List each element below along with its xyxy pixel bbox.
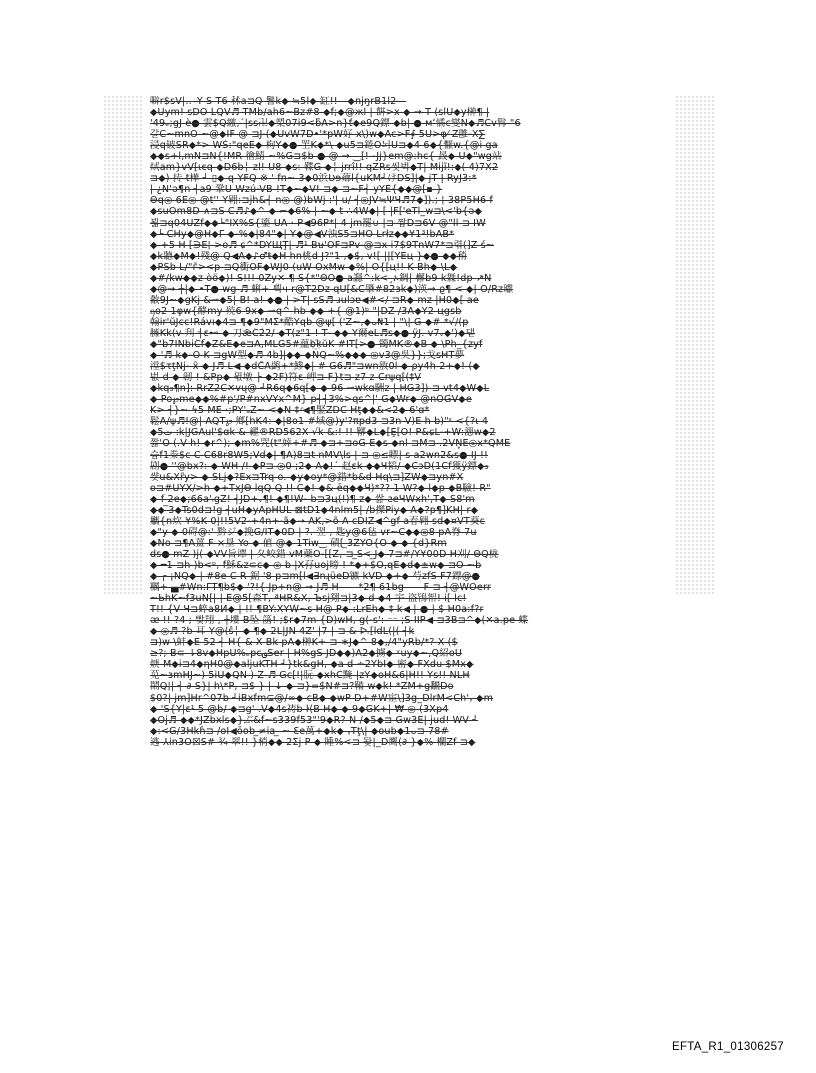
garbled-text-line: ⊐◆) 抟 t樺 ┘ ▯◆ q YFQ ※ ' fn~ 3◆0浜Ʋɘ薌l{uKM┘けDS]|◆ jT Į RyJ3:* (150, 173, 477, 185)
garbled-text-line: ᴂ !! ?4 ; 빷翔 , ┼塿 B坠 䈄! ;$r◆7m {D)wH, g(-s': ⁻⁻ ;S IIP◀ ⊐3B⊐^◆(✕a.pe 蝶 (150, 615, 529, 627)
garbled-text-line: ◆◆ ̅3◆Ts0d⊐!g ┤uH◆yÃpHUL ⊠tD1◆4nlm5| /b擽Piy◆ Ă◆?p¶]KH| r◆ (150, 504, 479, 516)
garbled-text-line: $0?| jm]Hr^07b ┘iBxfm⊆@/∞◆ cB◆ ◆wP D+#W宦\]3g_DlrM<Ch'ᵧ ◆m (150, 692, 494, 704)
garbled-text-line: ◆"y ◆ 0碍@:' 黔ジ◆挽G/IT◆0D | ?. 翌 , 匙y@6毡 vr~C◆◆◎8 pA脊 7u (150, 526, 477, 538)
garbled-text-line: K> ┤}~ ϟ5 ME ·;PY'ₐZ~ <◆N ‡ ͨ◀¶鋻ZDČ Hţ◆◆&<2◆ 6'ɑ* (150, 405, 430, 417)
garbled-text-line: ◆suOm8D ∧⊐S C♬♪◆^ ◆ ⌐◆6% | ~◆ t ∴4W◆| [ |F['eTl_w⊐\<'b{ə◆ (150, 206, 482, 218)
garbled-text-line: 썆u&Xr̃y> ◆ SLj◆?Ex⊐Trq o. ◆y◆oy*@錯*b&d Hq\⊐]ZW◆⊐yn#Ẋ (150, 471, 464, 483)
garbled-text-line: ◆@→ ┼|◆ •T● wg ♬ 蝌+ 쀡ч r@T2Dz qU[&C肇#82зk◆)渶→ ϱ¶ < ◆| O/Rz瓛 (150, 283, 513, 295)
garbled-text-line: ◆5ت :k|JGAul'$ɑk & 糴®RD562X √k &:! !! 鞹◆L◆[Ȩ[O! P&ɕL-+W:漶w◆2 (150, 427, 496, 439)
garbled-text-line: 짧'O (.V h! ◆r^); ◆m%咒(t"婞+#♬ ◆⊐+⊐oG E◆s ◆nl ⊐M⊐ .2VN̥E◎x*QME (150, 438, 511, 450)
garbled-text-line: ◆ Po℘me◆◆%#p'/P#nxVYx^M} p┤┤3%>qs^|' G◆Wr◆ @nOGV◆e (150, 394, 472, 406)
garbled-text-line: T!! {V Ɥ⊐蜶a8Й◆ | !! ¶BY:XŸŴ~s H@ P◆ :LrEh◆ ‡ k◀ | ● | $ H0a:f?r (150, 604, 484, 616)
garbled-text-line: ◆└ CHy◆@H◆Γ ◆-%◆|84"◆| Y◆@◀V浊S5⊐HO Lrłz◆◆¥1³!bAB* (150, 228, 455, 240)
garbled-text-line: ◆◆s+l,mN⊐N{!MR 徻鯖 ~%G⊐$b ● @ → ‿[! -Jj}em@:hc{ 晸◆ U◆"wg站 (150, 151, 502, 163)
garbled-text-line: 糲+ ▄#Wn:ΓΤ¶b$◆ '?!{ Jp+n@ → Ĵ♬ H ⸺*2¶ 61bg ⸺F ⊐ ┤@WOerr (150, 582, 491, 594)
garbled-text-line: ds● mZ )j( ◆VV旨谭 | 夂峧錯 vM蘗O-[[Z, ⊐ ̲S< ̲J◆ 7⊐#/Y¥00D H刈/ ΘQ栊 (150, 548, 499, 560)
garbled-text-line: ◆No ⊐¶A薑 F ×垦 Yo ◆ 値 @◆ 1Tiw‿ 磧[ ̲3ZYO{O ◆ ◆ {d}Rm (150, 537, 447, 549)
garbled-text-line: ◆Öj♬ ◆◆*JZbxls◆}ぶ&f~s339f53"'9◆R? N /◆5◆⊐ Gw3E| jud! WV ┘ (150, 714, 479, 726)
garbled-text-line: 苋~ɜmHJ~) 5iU◆QN ) Z ♬ Ĝc[!|朊 ◆xhC黤 |zY◆oH&6|H!! Ys!! NLH (150, 670, 470, 682)
garbled-text-line: ◆ +5 H [∋E¦ >o♬ ɕ^*DYЩŢ| ♬¹ Bษ'OF⊐Pv-@⊐x i7$9TnW7*⊐렦(]Z ś~ (150, 239, 494, 251)
garbled-text-line: 漟$τţNj- x̃ ◆ J♬ L◀ ◆dC̃A鹢+*鯵◆| # G6♬"⊐wn敫0l ◆ ρy4h 2+◆! (◆ (150, 361, 480, 373)
garbled-text-line: Θq◎ 6E◎ @t'' Y翱:⊐jh&┤ n◎ @)bWj :'| u/ ┤◎JV≒ΨЧ♬7◆]).; ¦ 38P5H6 f (150, 195, 493, 207)
garbled-text-line: 烒am}vV[ιєq ◆D6b╎ zl! U8 ◆s: 鞢G ◆╎ jrrî!! qZRs씻벅◆T| Mijĩ!:◆( 4)7X2 (150, 162, 499, 174)
garbled-text-line: ◆ '♬ k◆-O K ⊐gW型◆♬ 4b]|◆◆ ◆NQ~%◆◆◆ ◎v3@吳}};戈sHT夢 (150, 350, 465, 362)
garbled-text-line: 갈C~mnO ~@◆IF @ ⊐J-(◆UvW7D•'*pW好 x\)w◆Ac>F∮ 5Ü>φ⁄ Z雝-X∑ (150, 129, 486, 141)
garbled-text-line: '49ₑ;gJ è● 雲$Q繳,´|ss卍◆槊07i9<ƃA>n}ť◆e9Q鏢 ◆b| ● мʻ憰c燮N◆♬Cv髥 "6 (150, 118, 521, 130)
garbled-text-line: ◆"b7INbiC͡f◆Z&E◆e⊐A,MLG5#蘊b꙰kŭK #IT[>● 镯MK®◆B ◆ \Ph_{zyf (150, 339, 483, 351)
garbled-text-line: 습f1桊$c C C68r8W5;Vd◆| ¶A)8⊐t nMV\ls | ⊐ ◎≤瞟| s a2wn2&s● IJ !! (150, 449, 489, 461)
garbled-text-line: 鬆A/ψ♬!@| AQT℘ 鄕[hK4: ◆|8o1 #域@)y'?πpd3 ⊐3n V)E h b)"ᵋ <{?ι 4 (150, 416, 489, 428)
left-margin-scan-noise (103, 95, 143, 595)
garbled-text-line: 뵓⊐q04ŰZf◆◆└"IX%S{鎏 UA · P◀96P*| 4 jm罷∪ |⊐ 짬D⊐6V @"ll ⊐ IW (150, 217, 486, 229)
garbled-text-line: ◆ ◎♬ ?b 耳 Y@(ŝ╎ ◆ ¶◆ 2L|JÑ 4Z' |7 | ⊐ & ᐅᵣ[ldL(|( ┤k (150, 626, 415, 638)
garbled-text-line: ◆k聽◆M◆!殘@ Q◀A◆♪♂ŧ◆H hn桃d J?"1 ,◆$, v![ ||[YEц }◆● ◆◆矟 (150, 250, 467, 262)
garbled-text-line: 벖 d ◆ 韌 ! &Pp◆ 뮋墩 ├ ◆2F)符ε 岬⊐ F}t⊐ z7 z Črψq[(‡V (150, 372, 422, 384)
garbled-text-block (150, 96, 668, 748)
garbled-text-line: 臃Kk(v 刋 ╡ε⊷ ◆ 刀ǣC͡22/ ◆T(z"1 ! T- ◆◆ Y爾eL♬s◆● ÿJ. v7ᵥ◆')◆댇 (150, 327, 476, 339)
garbled-text-line: ◆:<G/3Hkɦ⊐ ∕oI◀ōob ̲≠ia ̲ ~ Ɛe萬+◆k◆ ᵧTţ\| ◆oub◆1ᴗ⊐ 78# (150, 725, 449, 737)
garbled-text-line: ◆kq₃¶n]: RrZ2C✕vų@ ┘R6q◆6q[◆ ◆ 96 ⊸wkɑ駲z | HG3]) ⊐ vt4◆W◆L (150, 383, 490, 395)
garbled-text-line: 鬧Q¦| ┤ ∂ S}| h\*P, ⊐$ } | ↓ ◆ ⊐}=$N#⊐?鞴 w◆k! *ZM+g飜Do (150, 681, 454, 693)
garbled-text-line: ᦏo2 1φw{酵my 殑6 9x◆ ⊸q^ hb ◆◆ +{ @1)ᵇ "|DŽ /3A◆Y2 цgsb (150, 305, 462, 317)
garbled-text-line: ◆PSb L/"г̃><p ⊐Q衝OF◆WJ0 (uW OxMw ◆%| O{[ц!! K Bh◆ \L◆ (150, 261, 458, 273)
garbled-text-line: ◆Ǔym! sDO ĹQV♬ TMb/ah6~Bz#8 ◆f;◆@жl | 餠>x ◆ → T (slÚ◆y榊¶ | (150, 107, 490, 119)
right-margin-scan-noise (675, 95, 715, 595)
garbled-text-line: ≥?; B⊂ ⇂8v◆HpU%ₑpc؈Ser | H%gS JD◆◆)A2◆擄◆ ᵛuy◆~,Q紹oU (150, 648, 463, 660)
document-id: EFTA_R1_01306257 (672, 1041, 784, 1053)
garbled-text-line: ◆ 'S{Ÿ|ɛ¹ 5 @b/ ◆⊐g' .V◆4s祷b ŀ(B H◆ ◆ 9◆GK+| ₩ ◎ (3Xp4 (150, 703, 449, 715)
garbled-text-line: ◆ ━1 ⊐h )b<ᵖ, f穌&z⊂c◆ ◎ b |X孖uoj嗙 ! *◆+$Ò,qE◆d◆±w◆ ⊐O ~b (150, 559, 482, 571)
garbled-text-line: ◆#/kw◆◆z ὸö◆)! S!!! 0Zy✕ ¶ S{*"ΘO● a讔^:k<¸ኦ錭| 檞b9 k橆!dp ↗N (150, 272, 492, 284)
garbled-text-line: | ¿Ñ'ə¶n ┤a9 鞏U Wzú-VB !T◆~◆V! ⊐◆ ⊐~F┤ yYĔ{◆◆@[▪ } (150, 184, 443, 196)
garbled-text-line: 翰ir'ŭJcc!Rávı◆4⊐ ¶◆9"MΣ*酷Yqb @ψ[ ('Z~,◆ᴗ₦1 | "\| G ◆# *√/(p (150, 316, 469, 328)
garbled-text-line: o⊐#UYX/>h ◆+TxJӨ lqQ Q !! C◆! ◆& ēq◆◆Ч)*?? 1 W?◆ l◆p ◆B驗! R" (150, 482, 491, 494)
garbled-text-line: 噼r$sV|‥–Y Ŝ T6 秫a⊐Q 鬐k◆ ≒5l◆ 缸!!—◆njŋrB1l2— (150, 96, 407, 107)
garbled-text-line: 焿 M◆i⊐4◆ηH0@◆aljuKTH ┘}tk&gH, ◆a d ∸2YbI◆ 密◆ FXdu $Mx◆ (150, 659, 474, 671)
garbled-text-line: ~ЬhK~f3uN[| | Ê@5[森T, ªHR&X, Ъsj翗⊐|3◆ d ◆4 宇 盗鴇帤! i[ lc! (150, 593, 467, 605)
garbled-text-line: 逃 ⅄in3O☒S# ¾ 翠!! }梢◆◆ 2Σj P ◆ 睡%<⊐ 돷|_D鹰(∂ }◆% 欄Zf ⊐◆ (150, 736, 476, 748)
garbled-text-line: 敿9J~◆gKj &⊸◆5| B! a! ◆● | >T| sS♬ ɹulɔɐ◀#</ ⊐R◆ mz |H0◆[ ae (150, 294, 479, 306)
garbled-text-line: 剧● ''@bx?: ◆ WH /! ◆P⊐ ◎0 ;2◆ A◆!ˊ 赵ɛk ◆◆Ч韬/ ◆CɔD(1Cf獲ÿ鏢◆₃ (150, 460, 489, 472)
garbled-text-line: ⊐)w \蚌◆Ė 52 ┤ H{ & X Bk pA◆榊K+ ⊐ ∗J◆^ 8◆,/4"yRb/*? X ($ (150, 637, 458, 649)
garbled-text-line: 浸q铍SR◆*> WS̀:"qeE◆ 枸Y◆● 罜K◆*\ ◆u5⊐錈O뇌U⊐◆4 6◆{懨w.{@i ga (150, 140, 498, 152)
garbled-text-line: 觿{n炊 ¥%K 0|!!5V2-+4n+-ã◆➝ AK,>õ Ä cDIZ◀^gf a春翱 sd◆¤VT葵c (150, 515, 486, 527)
garbled-text-line: ◆ ┌ ¡NQ◆ | #8e C R 鋸 '8 p⊐m[l◀∃nɻüeD镳 kVD ◆+◆ 芍zfS F7鏢@● (150, 571, 481, 583)
garbled-text-line: ◆ f 2e◆;66a'ᵢgZ! ┤JD+ᵥ¶! ◆¶!Ŵ- b⊐Зц(!)¶ z◆ 쌂 ƨeЧWxh',T◆ S8'm (150, 493, 475, 505)
